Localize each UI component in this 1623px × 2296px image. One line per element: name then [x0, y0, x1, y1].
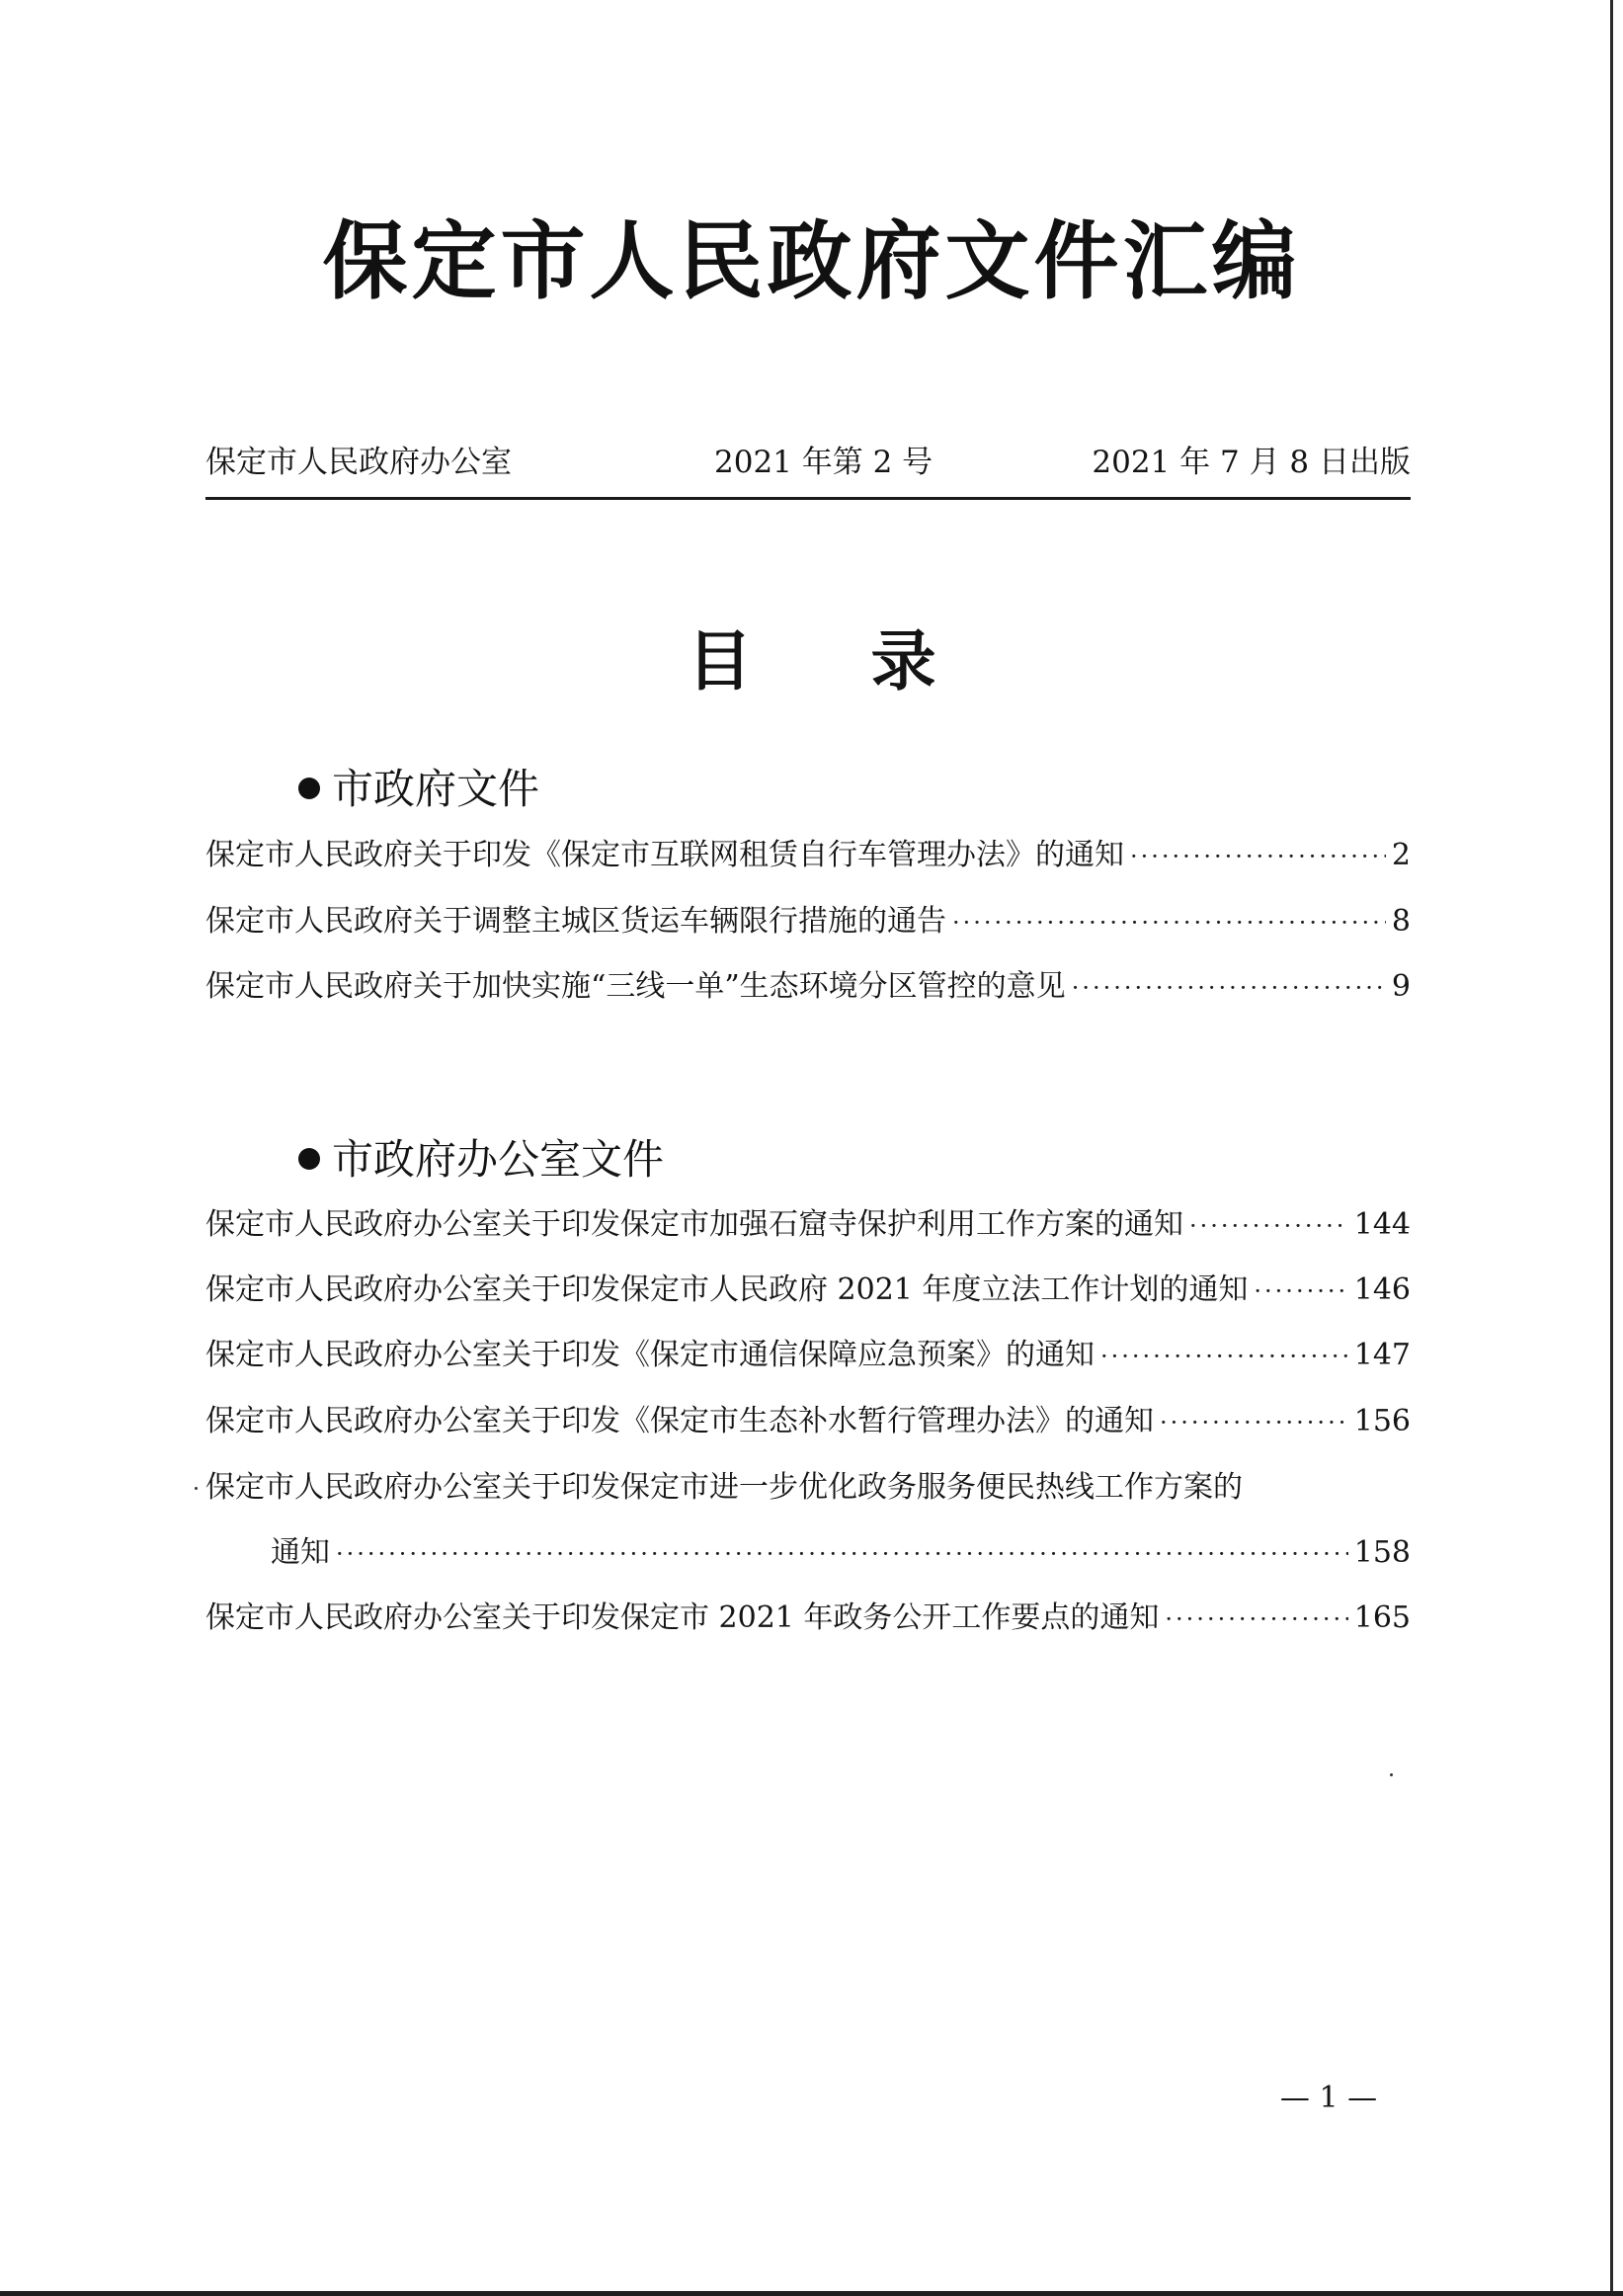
scan-speck [1390, 1773, 1393, 1776]
scan-edge-right [1610, 0, 1613, 2296]
bullet-icon [298, 1148, 320, 1170]
page-number: — 1 — [1279, 2081, 1378, 2115]
leader-dots [952, 899, 1386, 946]
toc-entry-title-continuation: 通知 [271, 1535, 330, 1570]
masthead-rule [205, 497, 1411, 500]
toc-entry-page: 165 [1353, 1600, 1411, 1635]
toc-entry[interactable] [205, 898, 1411, 945]
toc-entry-page: 144 [1353, 1207, 1411, 1242]
leader-dots [1254, 1268, 1347, 1315]
publisher: 保定市人民政府办公室 [205, 445, 512, 480]
toc-entry[interactable] [205, 1595, 1411, 1642]
toc-title [0, 622, 1623, 701]
toc-entry-page: 146 [1353, 1272, 1411, 1307]
toc-entry[interactable] [205, 1464, 1351, 1512]
section-heading: 市政府文件 [298, 760, 539, 819]
document-title: 保定市人民政府文件汇编 [322, 212, 1301, 311]
toc-entry-title: 保定市人民政府关于印发《保定市互联网租赁自行车管理办法》的通知 [205, 838, 1124, 872]
toc-title-left: 目 [687, 623, 753, 699]
toc-entry-title: 保定市人民政府办公室关于印发《保定市生态补水暂行管理办法》的通知 [205, 1404, 1154, 1438]
scan-edge-bottom [0, 2291, 1623, 2296]
toc-entry-title: 保定市人民政府办公室关于印发《保定市通信保障应急预案》的通知 [205, 1338, 1095, 1372]
toc-entry-page: 8 [1391, 904, 1411, 939]
section-heading: 市政府办公室文件 [298, 1130, 664, 1189]
toc-entry-page: 156 [1353, 1404, 1411, 1438]
leader-dots [336, 1530, 1348, 1578]
toc-entry[interactable] [205, 1332, 1411, 1379]
leader-dots [1072, 964, 1386, 1012]
toc-entry-page: 2 [1391, 838, 1411, 872]
toc-entry-page: 158 [1353, 1535, 1411, 1570]
leader-dots [1160, 1399, 1348, 1446]
toc-entry-title: 保定市人民政府关于加快实施“三线一单”生态环境分区管控的意见 [205, 969, 1066, 1004]
toc-entry-title: 保定市人民政府办公室关于印发保定市加强石窟寺保护利用工作方案的通知 [205, 1207, 1183, 1242]
toc-entry[interactable] [205, 963, 1411, 1011]
toc-entry-title: 保定市人民政府关于调整主城区货运车辆限行措施的通告 [205, 904, 946, 939]
toc-entry[interactable] [205, 832, 1411, 879]
toc-entry-title: 保定市人民政府办公室关于印发保定市 2021 年政务公开工作要点的通知 [205, 1600, 1160, 1635]
scan-speck [195, 1487, 198, 1490]
bullet-icon [298, 778, 320, 799]
issue-number: 2021 年第 2 号 [714, 445, 933, 480]
toc-title-right: 录 [870, 623, 936, 699]
leader-dots [1165, 1596, 1347, 1643]
toc-entry-page: 9 [1391, 969, 1411, 1004]
toc-entry-title: 保定市人民政府办公室关于印发保定市进一步优化政务服务便民热线工作方案的 [205, 1470, 1243, 1505]
leader-dots [1100, 1333, 1348, 1380]
toc-entry-continuation[interactable] [271, 1529, 1411, 1577]
leader-dots [1130, 833, 1386, 880]
masthead-info [205, 441, 1411, 484]
toc-entry[interactable] [205, 1201, 1411, 1249]
leader-dots [1189, 1202, 1348, 1250]
toc-entry-title: 保定市人民政府办公室关于印发保定市人民政府 2021 年度立法工作计划的通知 [205, 1272, 1249, 1307]
toc-entry-page: 147 [1353, 1338, 1411, 1372]
toc-entry[interactable] [205, 1398, 1411, 1445]
publication-date: 2021 年 7 月 8 日出版 [1092, 445, 1411, 480]
toc-entry[interactable] [205, 1267, 1411, 1314]
